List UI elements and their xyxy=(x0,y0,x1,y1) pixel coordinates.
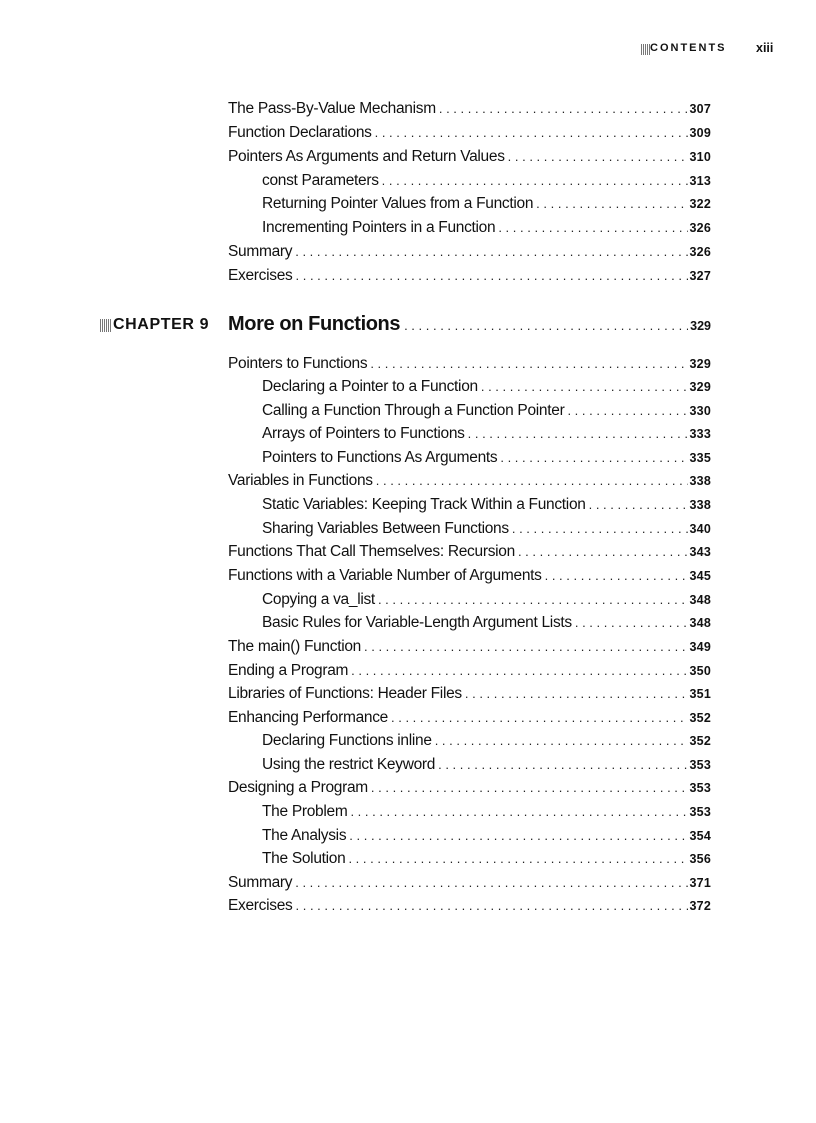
toc-entry[interactable] xyxy=(228,124,711,144)
dot-leader xyxy=(465,686,688,701)
dot-leader xyxy=(518,544,688,559)
toc-entry-title: Returning Pointer Values from a Function xyxy=(262,195,534,212)
toc-entry-page: 330 xyxy=(689,404,711,418)
toc-entry-page: 338 xyxy=(689,474,711,488)
toc-subentry[interactable] xyxy=(262,219,711,239)
dot-leader xyxy=(364,639,688,654)
toc-entry[interactable] xyxy=(228,897,711,917)
header-ornament-icon xyxy=(641,44,650,55)
toc-entry[interactable] xyxy=(228,355,711,375)
running-head-page-number: xiii xyxy=(756,41,774,55)
toc-entry-page: 307 xyxy=(689,102,711,116)
toc-entry-title: Declaring Functions inline xyxy=(262,732,432,749)
dot-leader xyxy=(349,828,687,843)
dot-leader xyxy=(404,318,688,333)
toc-entry-title: Basic Rules for Variable-Length Argument Lists xyxy=(262,614,572,631)
toc-entry-title: Variables in Functions xyxy=(228,472,373,489)
toc-entry-title: The Problem xyxy=(262,803,348,820)
dot-leader xyxy=(500,450,687,465)
toc-entry-page: 354 xyxy=(689,829,711,843)
toc-entry-page: 335 xyxy=(689,451,711,465)
toc-entry-title: Ending a Program xyxy=(228,662,349,679)
toc-entry[interactable] xyxy=(228,543,711,563)
toc-entry-page: 350 xyxy=(689,664,711,678)
toc-entry-page: 326 xyxy=(689,245,711,259)
dot-leader xyxy=(378,592,688,607)
toc-entry-page: 309 xyxy=(689,126,711,140)
toc-subentry[interactable] xyxy=(262,449,711,469)
dot-leader xyxy=(481,379,688,394)
toc-entry-page: 348 xyxy=(689,616,711,630)
toc-subentry[interactable] xyxy=(262,850,711,870)
toc-entry-title: Copying a va_list xyxy=(262,591,375,608)
dot-leader xyxy=(589,497,688,512)
toc-entry-title: const Parameters xyxy=(262,172,379,189)
dot-leader xyxy=(498,220,687,235)
dot-leader xyxy=(382,173,688,188)
toc-entry-page: 352 xyxy=(689,734,711,748)
dot-leader xyxy=(435,733,688,748)
toc-entry-page: 329 xyxy=(689,380,711,394)
toc-entry-title: Functions with a Variable Number of Arguments xyxy=(228,567,542,584)
dot-leader xyxy=(508,149,688,164)
toc-entry-page: 356 xyxy=(689,852,711,866)
toc-entry-page: 310 xyxy=(689,150,711,164)
toc-entry-title: Declaring a Pointer to a Function xyxy=(262,378,478,395)
toc-entry-page: 345 xyxy=(689,569,711,583)
toc-entry-page: 326 xyxy=(689,221,711,235)
toc-entry-page: 372 xyxy=(689,899,711,913)
toc-entry[interactable] xyxy=(228,100,711,120)
toc-entry-title: Exercises xyxy=(228,267,293,284)
toc-subentry[interactable] xyxy=(262,195,711,215)
toc-entry-page: 340 xyxy=(689,522,711,536)
dot-leader xyxy=(348,851,687,866)
toc-entry-page: 322 xyxy=(689,197,711,211)
toc-subentry[interactable] xyxy=(262,378,711,398)
toc-entry-page: 329 xyxy=(689,357,711,371)
toc-entry-title: Calling a Function Through a Function Pointer xyxy=(262,402,565,419)
toc-entry[interactable] xyxy=(228,243,711,263)
dot-leader xyxy=(350,804,687,819)
toc-entry-title: The Solution xyxy=(262,850,346,867)
toc-entry[interactable] xyxy=(228,567,711,587)
toc-entry-page: 353 xyxy=(689,805,711,819)
toc-entry-title: Libraries of Functions: Header Files xyxy=(228,685,462,702)
running-head-section: CONTENTS xyxy=(650,42,727,54)
toc-entry-page: 338 xyxy=(689,498,711,512)
dot-leader xyxy=(375,125,688,140)
dot-leader xyxy=(295,875,687,890)
toc-entry-title: Summary xyxy=(228,243,293,260)
toc-entry[interactable] xyxy=(228,685,711,705)
toc-entry-title: Arrays of Pointers to Functions xyxy=(262,425,465,442)
toc-entry-title: The main() Function xyxy=(228,638,361,655)
dot-leader xyxy=(295,244,687,259)
toc-entry-title: Designing a Program xyxy=(228,779,368,796)
toc-entry-page: 333 xyxy=(689,427,711,441)
toc-entry-page: 353 xyxy=(689,758,711,772)
dot-leader xyxy=(391,710,688,725)
toc-entry[interactable] xyxy=(228,779,711,799)
toc-subentry[interactable] xyxy=(262,756,711,776)
dot-leader xyxy=(376,473,688,488)
toc-entry-title: The Analysis xyxy=(262,827,347,844)
chapter-ornament-icon xyxy=(100,319,111,332)
toc-subentry[interactable] xyxy=(262,591,711,611)
toc-entry-title: Pointers to Functions xyxy=(228,355,368,372)
toc-entry-title: Sharing Variables Between Functions xyxy=(262,520,509,537)
toc-subentry[interactable] xyxy=(262,732,711,752)
toc-subentry[interactable] xyxy=(262,425,711,445)
toc-entry-page: 349 xyxy=(689,640,711,654)
toc-entry-page: 327 xyxy=(689,269,711,283)
chapter-label xyxy=(100,315,209,335)
toc-entry-page: 352 xyxy=(689,711,711,725)
dot-leader xyxy=(438,757,687,772)
dot-leader xyxy=(536,196,687,211)
toc-entry-title: Using the restrict Keyword xyxy=(262,756,436,773)
dot-leader xyxy=(567,403,687,418)
dot-leader xyxy=(545,568,688,583)
toc-entry-title: Functions That Call Themselves: Recursion xyxy=(228,543,515,560)
chapter-title: More on Functions xyxy=(228,313,401,335)
toc-subentry[interactable] xyxy=(262,614,711,634)
toc-entry[interactable] xyxy=(228,472,711,492)
toc-entry-title: Pointers As Arguments and Return Values xyxy=(228,148,505,165)
toc-entry[interactable] xyxy=(228,874,711,894)
dot-leader xyxy=(351,663,687,678)
dot-leader xyxy=(296,898,688,913)
toc-entry-title: Enhancing Performance xyxy=(228,709,388,726)
dot-leader xyxy=(468,426,688,441)
toc-entry-page: 353 xyxy=(689,781,711,795)
toc-entry-page: 343 xyxy=(689,545,711,559)
toc-entry[interactable] xyxy=(228,662,711,682)
toc-entry[interactable] xyxy=(228,709,711,729)
running-head xyxy=(0,42,816,58)
dot-leader xyxy=(439,101,688,116)
toc-entry-page: 348 xyxy=(689,593,711,607)
toc-entry-title: Incrementing Pointers in a Function xyxy=(262,219,496,236)
chapter-page: 329 xyxy=(690,319,711,333)
dot-leader xyxy=(371,780,688,795)
toc-entry-title: Pointers to Functions As Arguments xyxy=(262,449,498,466)
dot-leader xyxy=(512,521,688,536)
toc-entry-title: Function Declarations xyxy=(228,124,372,141)
dot-leader xyxy=(370,356,687,371)
toc-entry-title: Exercises xyxy=(228,897,293,914)
chapter-number: CHAPTER 9 xyxy=(113,316,210,333)
toc-entry-title: Summary xyxy=(228,874,293,891)
toc-entry-page: 351 xyxy=(689,687,711,701)
toc-entry[interactable] xyxy=(228,267,711,287)
toc-subentry[interactable] xyxy=(262,496,711,516)
toc-entry-page: 313 xyxy=(689,174,711,188)
toc-subentry[interactable] xyxy=(262,402,711,422)
toc-subentry[interactable] xyxy=(262,172,711,192)
toc-subentry[interactable] xyxy=(262,803,711,823)
toc-subentry[interactable] xyxy=(262,827,711,847)
toc-entry-title: Static Variables: Keeping Track Within a Function xyxy=(262,496,586,513)
chapter-heading-entry[interactable] xyxy=(228,313,711,337)
toc-entry-title: The Pass-By-Value Mechanism xyxy=(228,100,436,117)
dot-leader xyxy=(575,615,688,630)
toc-entry-page: 371 xyxy=(689,876,711,890)
dot-leader xyxy=(296,268,688,283)
toc-entry[interactable] xyxy=(228,148,711,168)
toc-entry[interactable] xyxy=(228,638,711,658)
toc-subentry[interactable] xyxy=(262,520,711,540)
